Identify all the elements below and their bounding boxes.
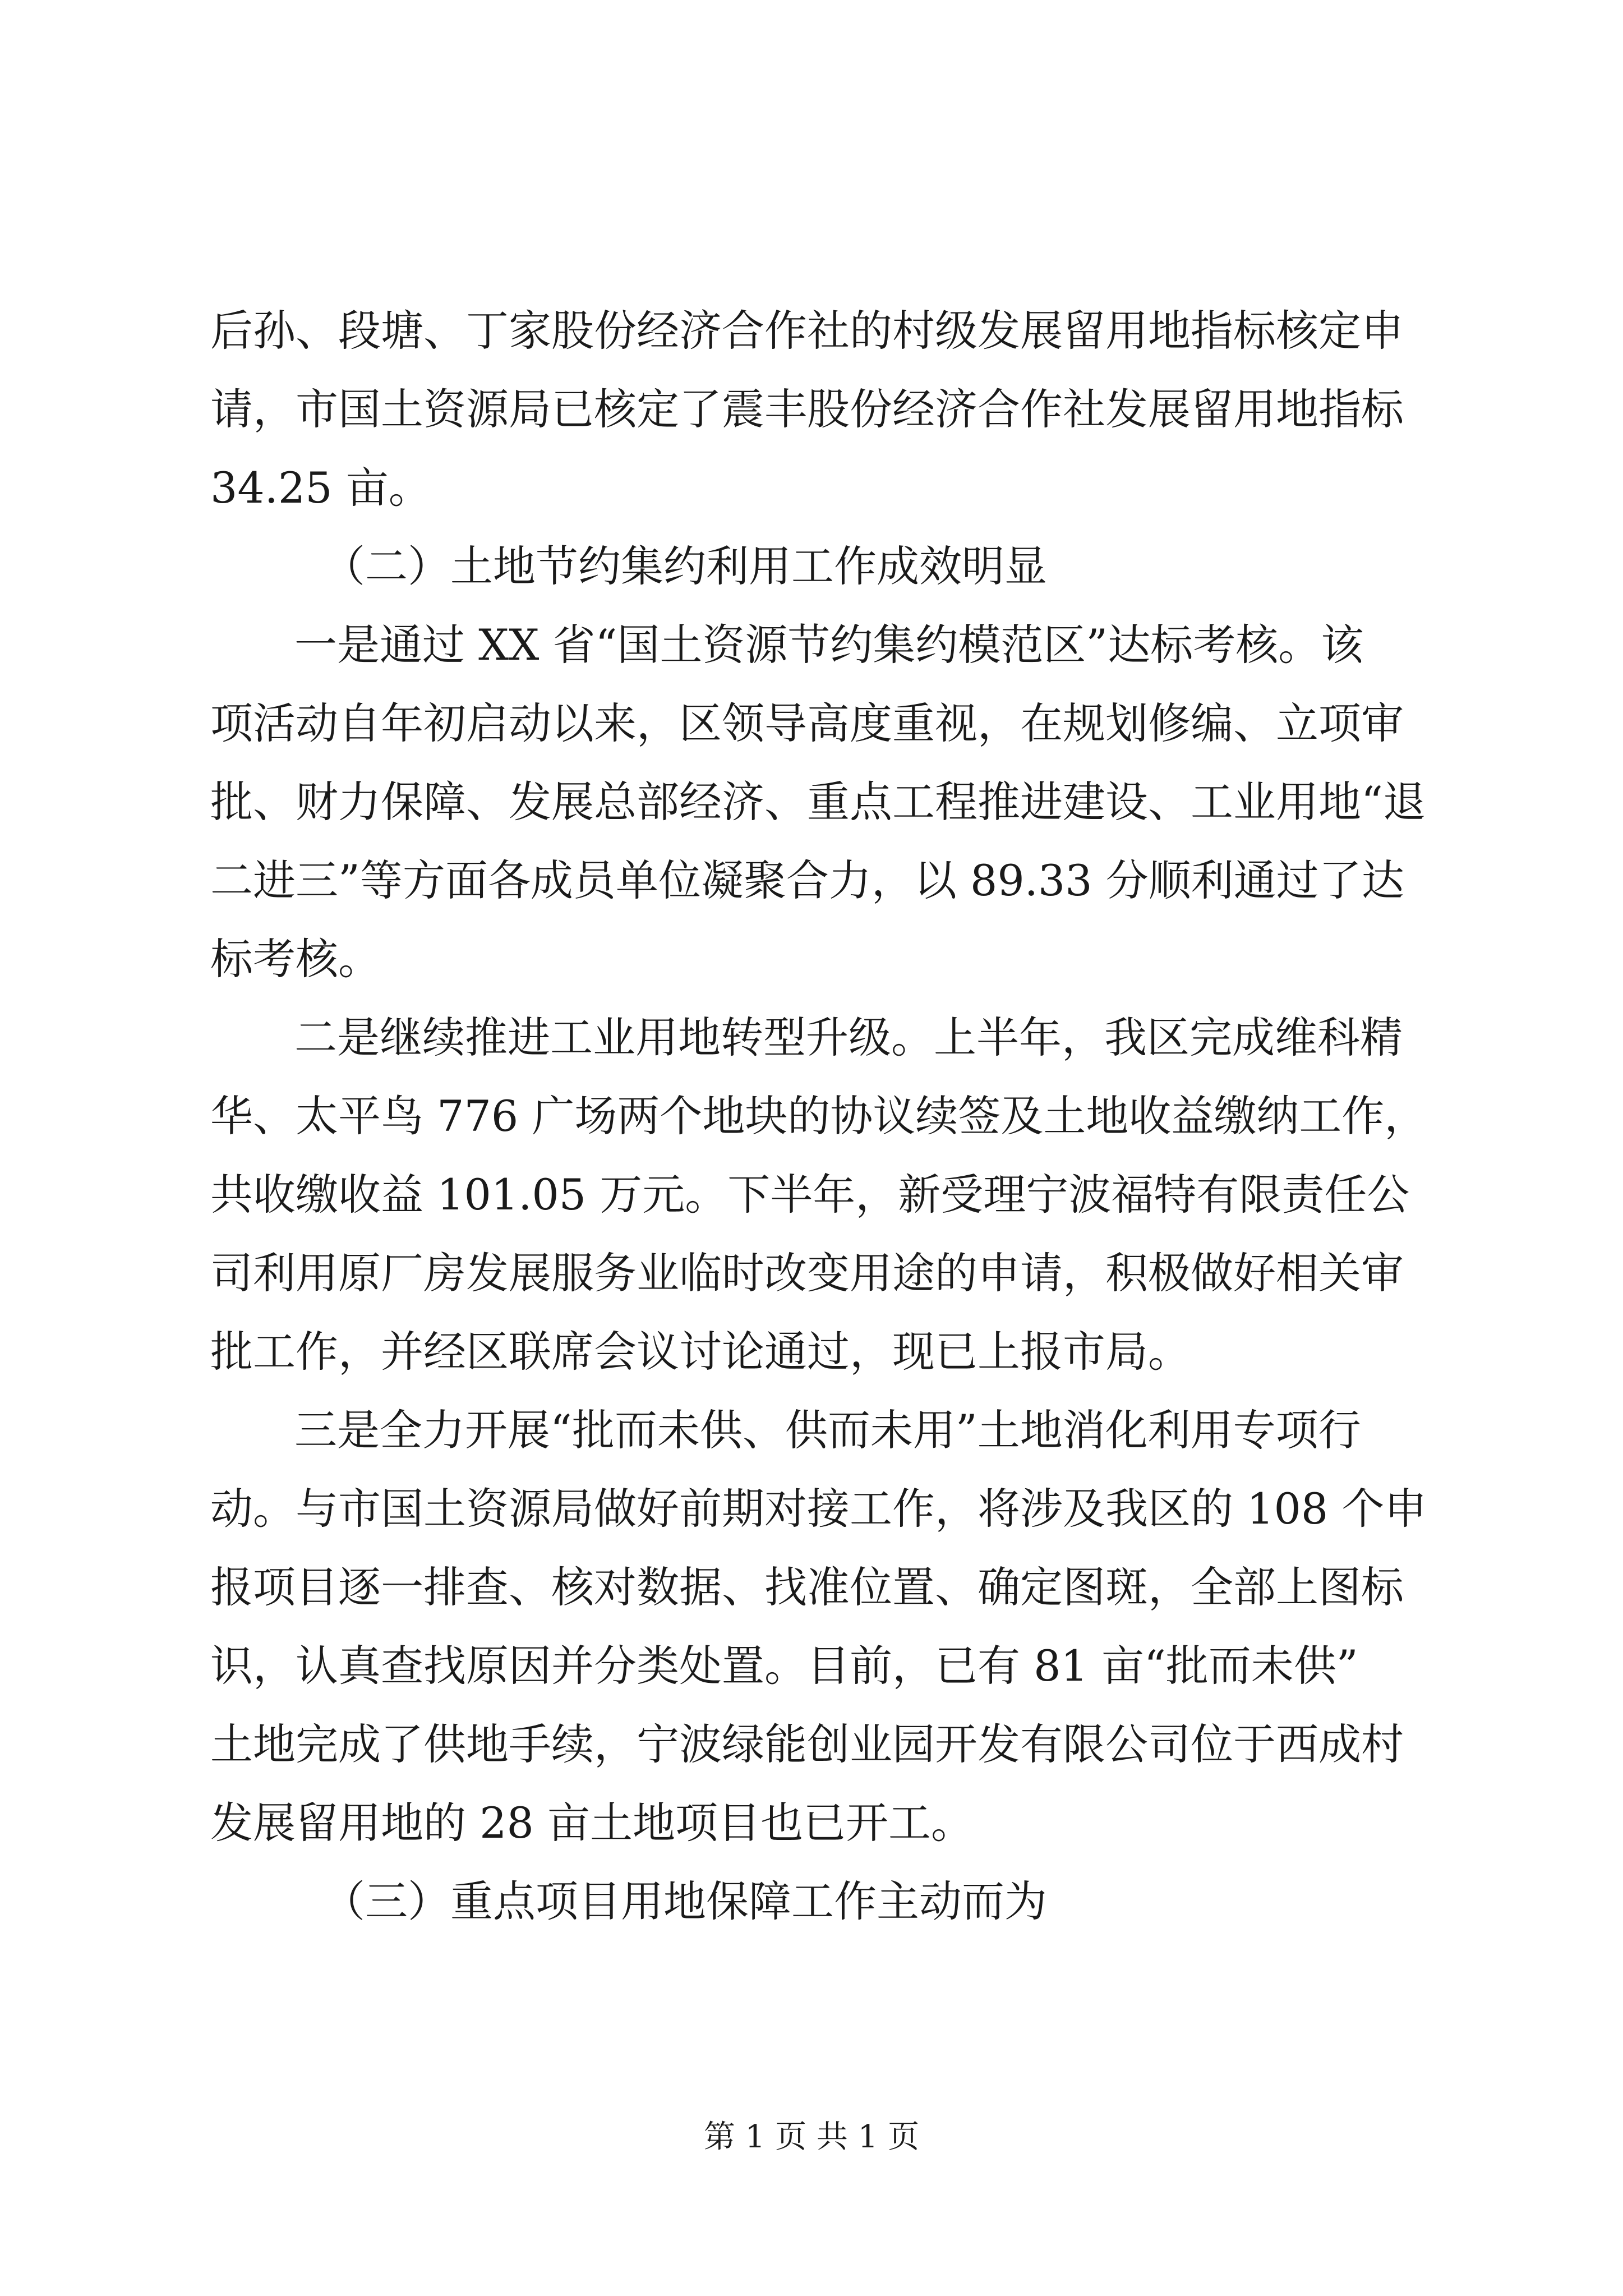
paragraph-line: 后孙、段塘、丁家股份经济合作社的村级发展留用地指标核定申: [210, 306, 1404, 356]
section-heading: （三）重点项目用地保障工作主动而为: [322, 1876, 1047, 1926]
paragraph-line: 三是全力开展“批而未供、供而未用”土地消化利用专项行: [294, 1405, 1361, 1455]
page-number-footer: 第 1 页 共 1 页: [703, 2119, 920, 2155]
paragraph-line: 批、财力保障、发展总部经济、重点工程推进建设、工业用地“退: [210, 777, 1426, 827]
paragraph-line: 共收缴收益 101.05 万元。下半年，新受理宁波福特有限责任公: [210, 1170, 1410, 1220]
paragraph-line: 二进三”等方面各成员单位凝聚合力，以 89.33 分顺利通过了达: [210, 855, 1404, 905]
paragraph-line: 发展留用地的 28 亩土地项目也已开工。: [210, 1798, 974, 1848]
paragraph-line: 土地完成了供地手续，宁波绿能创业园开发有限公司位于西成村: [210, 1719, 1404, 1769]
paragraph-line: 司利用原厂房发展服务业临时改变用途的申请，积极做好相关审: [210, 1248, 1404, 1298]
paragraph-line: 二是继续推进工业用地转型升级。上半年，我区完成维科精: [294, 1013, 1403, 1062]
section-heading: （二）土地节约集约利用工作成效明显: [322, 541, 1047, 591]
paragraph-line: 华、太平鸟 776 广场两个地块的协议续签及土地收益缴纳工作，: [210, 1091, 1427, 1141]
paragraph-line: 报项目逐一排查、核对数据、找准位置、确定图斑，全部上图标: [210, 1562, 1404, 1612]
paragraph-line: 标考核。: [210, 934, 381, 984]
document-body: [210, 292, 1427, 1941]
paragraph-line: 项活动自年初启动以来，区领导高度重视，在规划修编、立项审: [210, 698, 1404, 748]
paragraph-line: 动。与市国土资源局做好前期对接工作，将涉及我区的 108 个申: [210, 1484, 1427, 1534]
paragraph-line: 请，市国土资源局已核定了震丰股份经济合作社发展留用地指标: [210, 384, 1404, 434]
paragraph-line: 批工作，并经区联席会议讨论通过，现已上报市局。: [210, 1327, 1191, 1377]
paragraph-line: 34.25 亩。: [210, 463, 431, 513]
paragraph-line: 一是通过 XX 省“国土资源节约集约模范区”达标考核。该: [294, 620, 1364, 670]
paragraph-line: 识，认真查找原因并分类处置。目前，已有 81 亩“批而未供”: [210, 1641, 1358, 1691]
